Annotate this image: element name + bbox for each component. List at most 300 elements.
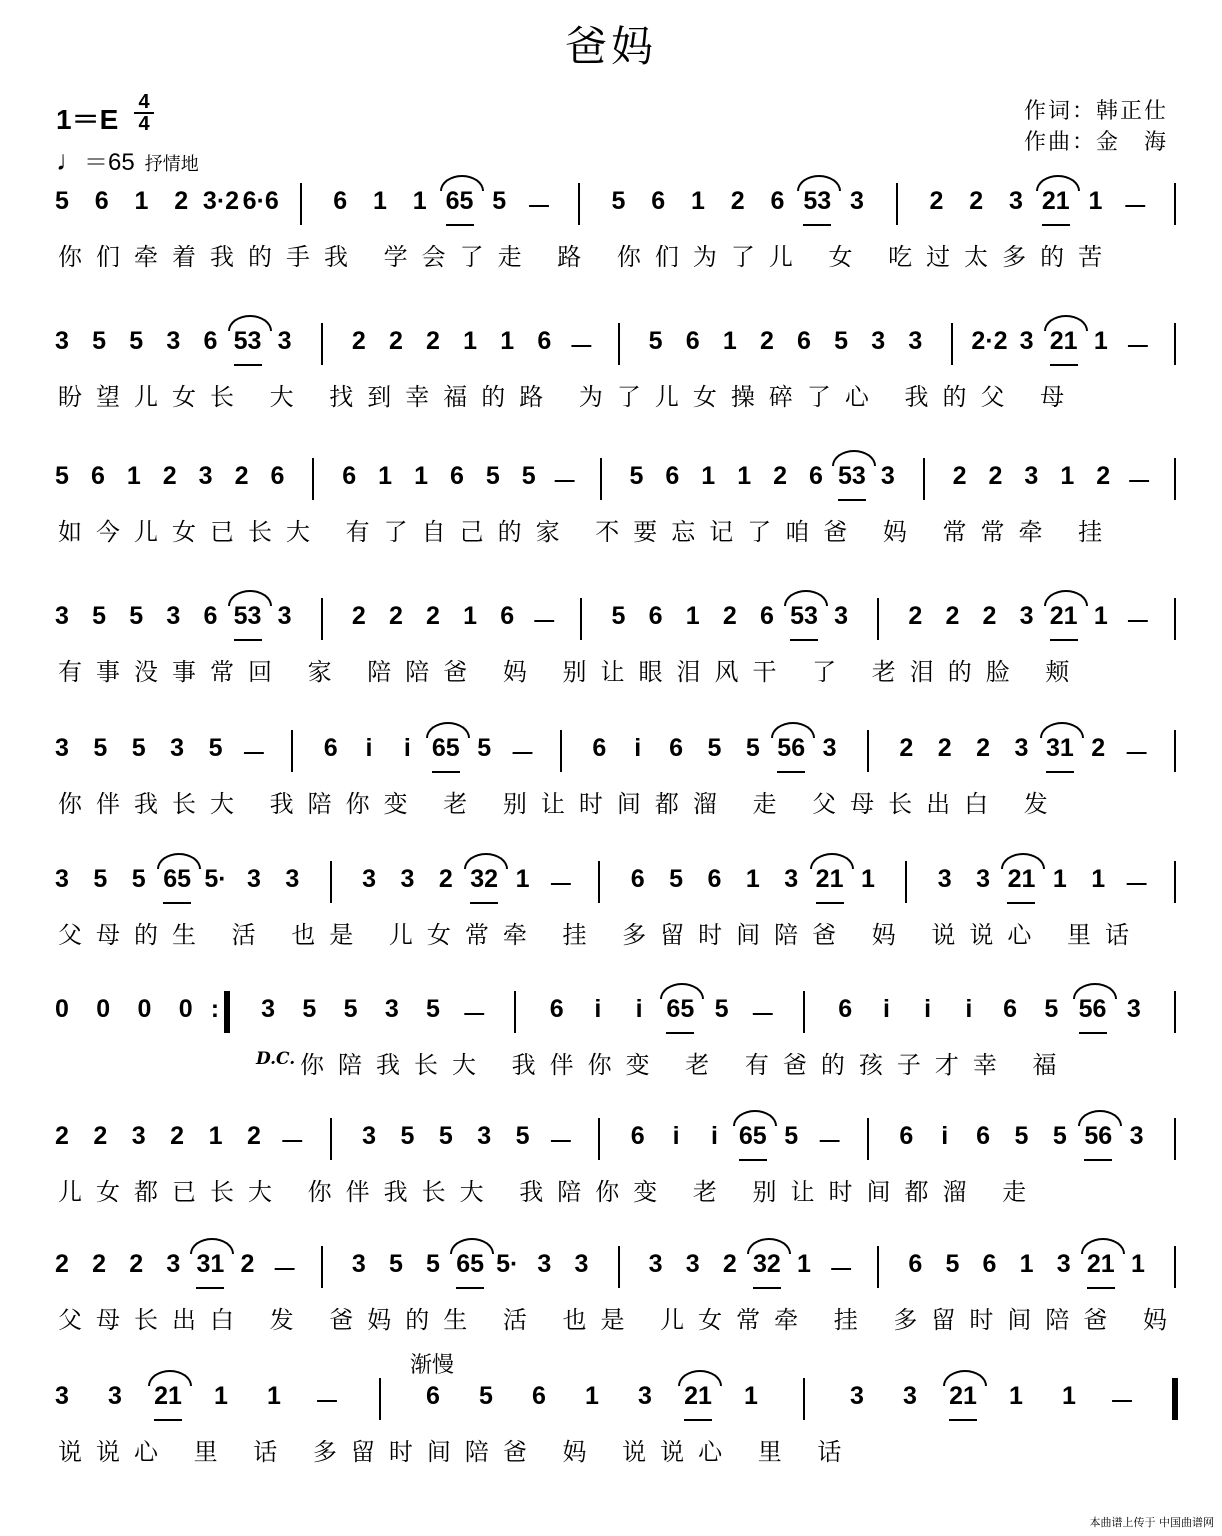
note: i [403,734,411,762]
slur [1044,590,1088,606]
note: 5 [93,734,108,762]
note: 2 [1091,734,1106,762]
notes-row [0,450,1222,510]
bar-line [330,861,332,903]
bar-line [1174,861,1176,903]
bar-line [803,991,805,1033]
note: 1 [745,865,760,893]
lyric-text: 盼望儿女长 大 找到幸福的路 为了儿女操碎了心 我的父 母 [58,383,1079,411]
underline-beam [949,1419,977,1421]
note: 5 [714,995,729,1023]
note: 3 [908,327,923,355]
note: 6 [532,1382,546,1410]
note: 3 [246,865,261,893]
bar-line [896,183,898,225]
note: i [924,995,932,1023]
bar-line [300,183,302,225]
bar-line [321,323,323,365]
note: 3 [55,602,69,630]
notation-system [0,590,1222,700]
note: 5 [521,462,536,490]
notation-system [0,1370,1222,1480]
bar-line [867,730,869,772]
note: 3·2 [202,187,240,215]
bar-line [1174,598,1176,640]
time-signature [134,92,154,134]
note: 1 [1091,865,1106,893]
note: 21 [1049,602,1078,630]
note: 32 [470,865,499,893]
note: 1 [500,327,515,355]
slur [426,722,470,738]
note: 1 [585,1382,599,1410]
slur [228,590,272,606]
note: 2 [969,187,984,215]
underline-beam [1087,1287,1115,1289]
note: 3 [277,602,292,630]
note: － [1122,193,1148,221]
underline-beam [470,902,498,904]
notation-system [0,450,1222,560]
note: 5 [129,327,144,355]
slur [1040,722,1084,738]
lyric-text: 儿女都已长大 你伴我长大 我陪你变 老 别让时间都溜 走 [58,1178,1041,1206]
slur [190,1238,234,1254]
note: 6 [759,602,774,630]
lyric-text: 你们牵着我的手我 学会了走 路 你们为了儿 女 吃过太多的苦 [58,243,1117,271]
note: 3 [362,865,376,893]
note: i [634,734,642,762]
slur [784,590,828,606]
note: 1 [1062,1382,1076,1410]
note: 5 [1044,995,1059,1023]
note: 5 [1052,1122,1067,1150]
underline-beam [446,224,474,226]
note: 2 [899,734,914,762]
note: 3 [903,1382,917,1410]
note: 2 [240,1250,255,1278]
note: 2 [426,602,440,630]
note: 3 [574,1250,589,1278]
underline-beam [838,499,866,501]
tempo-word: 抒情地 [144,154,199,174]
note: － [314,1388,340,1416]
note: － [241,740,267,768]
bar-line [312,458,314,500]
notation-system [0,853,1222,963]
lyrics-row [0,652,1222,688]
underline-beam [234,639,262,641]
note: i [965,995,973,1023]
bar-line [1174,183,1176,225]
note: 3 [537,1250,552,1278]
note: 6·6 [242,187,279,215]
notation-system [0,983,1222,1093]
composer: 作曲：金 海 [1023,130,1168,155]
bar-line [321,598,323,640]
note: 1 [797,1250,811,1278]
note: 1 [412,187,427,215]
note: － [1125,333,1151,361]
note: 2 [722,602,737,630]
note: 6 [669,734,684,762]
lyrics-row [0,1045,1222,1081]
note: 3 [784,865,799,893]
note: 2 [929,187,944,215]
note: 3 [285,865,300,893]
note: 3 [822,734,837,762]
note: 2 [426,327,440,355]
bar-line [923,458,925,500]
slur [1073,983,1117,999]
tempo-value: ＝65 [84,149,135,176]
note: 6 [537,327,552,355]
slur [1001,853,1045,869]
note: 2 [773,462,788,490]
lyric-text: 说说心 里 话 多留时间陪爸 妈 说说心 里 话 [58,1438,856,1466]
note: 21 [949,1382,977,1410]
bar-line [618,1246,620,1288]
note: － [568,333,594,361]
underline-beam [1042,224,1070,226]
notes-row [0,315,1222,375]
note: － [531,608,557,636]
note: 1 [737,462,752,490]
note: i [941,1122,949,1150]
note: 5 [55,187,69,215]
slur [733,1110,777,1126]
note: 6 [342,462,357,490]
tempo-change: 渐慢 [410,1353,455,1378]
note: 53 [837,462,866,490]
bar-line [618,323,620,365]
note: 6 [630,1122,645,1150]
slur [747,1238,791,1254]
note: 1 [267,1382,281,1410]
note: 0 [137,995,152,1023]
note: 2 [1096,462,1111,490]
notes-row [0,590,1222,650]
note: 5· [496,1250,519,1278]
lyrics-row [0,915,1222,951]
bar-line [321,1246,323,1288]
note: 1 [1093,327,1108,355]
slur [678,1370,722,1386]
slur [797,175,841,191]
note: 2 [937,734,952,762]
note: 5· [204,865,227,893]
bar-line [1174,730,1176,772]
note: － [817,1128,843,1156]
note: 3 [55,327,69,355]
lyric-text: 如今儿女已长大 有了自己的家 不要忘记了咱爸 妈 常常牵 挂 [58,518,1117,546]
note: 6 [90,462,105,490]
note: 3 [170,734,185,762]
note: 1 [744,1382,758,1410]
underline-beam [803,224,831,226]
note: 65 [456,1250,484,1278]
note: 6 [651,187,666,215]
slur [943,1370,987,1386]
note: 1 [701,462,716,490]
note: 1 [685,602,700,630]
note: 5 [438,1122,453,1150]
note: 6 [449,462,464,490]
note: － [1124,871,1150,899]
note: － [279,1128,305,1156]
note: 2·2 [971,327,1008,355]
note: － [510,740,536,768]
note: i [882,995,890,1023]
lyrics-row [0,512,1222,548]
quarter-note-icon: ♩ [56,145,84,176]
note: 5 [648,327,663,355]
slur [660,983,704,999]
credits [1024,96,1168,158]
note: 6 [976,1122,991,1150]
note: 2 [129,1250,144,1278]
underline-beam [790,639,818,641]
bar-line [877,1246,879,1288]
notes-row [0,1110,1222,1170]
note: 5 [485,462,500,490]
note: 6 [648,602,663,630]
note: 2 [759,327,774,355]
note: 3 [880,462,895,490]
slur [440,175,484,191]
note: 1 [208,1122,223,1150]
bar-line [600,458,602,500]
note: － [272,1256,298,1284]
note: 6 [203,602,218,630]
note: 5 [343,995,358,1023]
notes-row [0,983,1222,1043]
note: 6 [630,865,645,893]
lyrics-row [0,377,1222,413]
bar-line [580,598,582,640]
note: 5 [400,1122,415,1150]
note: 3 [400,865,415,893]
lyrics-row [0,1172,1222,1208]
note: 3 [871,327,886,355]
note: 3 [1019,602,1034,630]
bar-line [803,1378,805,1420]
note: 1 [1088,187,1103,215]
note: 2 [982,602,997,630]
notes-row [0,175,1222,235]
slur [1036,175,1080,191]
note: 6 [665,462,680,490]
note: 3 [261,995,276,1023]
note: 5 [426,995,440,1023]
note: 3 [1009,187,1023,215]
lyric-text: 父母的生 活 也是 儿女常牵 挂 多留时间陪爸 妈 说说心 里话 [58,921,1144,949]
underline-beam [1084,1159,1112,1161]
bar-line [560,730,562,772]
note: 1 [134,187,149,215]
underline-beam [816,902,844,904]
underline-beam [1050,639,1078,641]
note: 5 [945,1250,960,1278]
note: 5 [515,1122,530,1150]
note: 6 [770,187,785,215]
note: － [526,193,552,221]
note: 2 [988,462,1003,490]
note: 3 [937,865,952,893]
underline-beam [1007,902,1035,904]
note: 6 [1003,995,1018,1023]
slur [450,1238,494,1254]
note: 1 [126,462,141,490]
lyricist: 作词：韩正仕 [1023,99,1168,124]
underline-beam [154,1419,182,1421]
note: 21 [1049,327,1078,355]
note: 56 [777,734,806,762]
note: 3 [1019,327,1034,355]
note: 5 [479,1382,493,1410]
note: 5 [131,734,146,762]
note: 3 [166,602,181,630]
note: 5 [477,734,492,762]
note: 6 [797,327,811,355]
note: 6 [685,327,700,355]
note: 3 [108,1382,122,1410]
underline-beam [1079,1032,1107,1034]
note: 5 [707,734,722,762]
key-signature: 1＝E [56,104,119,135]
note: － [1125,608,1151,636]
note: 1 [463,327,478,355]
note: 1 [1009,1382,1023,1410]
note: 2 [92,1250,107,1278]
song-title: 爸妈 [564,22,657,71]
note: 5 [784,1122,799,1150]
bar-line [598,1118,600,1160]
note: 0 [96,995,111,1023]
note: 2 [722,1250,737,1278]
notation-system [0,1238,1222,1348]
slur [832,450,876,466]
note: 53 [233,327,262,355]
lyrics-row [0,1432,1222,1468]
note: 6 [500,602,515,630]
note: － [1126,468,1152,496]
note: 6 [323,734,338,762]
repeat-colon: : [210,995,220,1023]
note: － [548,1128,574,1156]
note: 3 [834,602,849,630]
note: － [1109,1388,1135,1416]
note: 0 [178,995,193,1023]
note: 5 [745,734,760,762]
bar-line [1174,1118,1176,1160]
note: 2 [976,734,991,762]
note: 5 [388,1250,403,1278]
bar-line [1174,1246,1176,1288]
time-sig-top: 4 [138,91,150,113]
slur [1044,315,1088,331]
repeat-bar-line [224,991,230,1033]
note: 2 [55,1122,69,1150]
note: 6 [333,187,348,215]
note: 5 [302,995,317,1023]
note: 3 [648,1250,663,1278]
note: 3 [55,865,69,893]
note: 21 [815,865,844,893]
note: 1 [515,865,530,893]
note: 3 [1014,734,1029,762]
slur [771,722,815,738]
underline-beam [684,1419,712,1421]
note: 3 [850,187,864,215]
note: 2 [351,327,366,355]
underline-beam [456,1287,484,1289]
note: 1 [373,187,387,215]
bar-line [379,1378,381,1420]
notes-row [0,853,1222,913]
notation-system [0,315,1222,425]
dc-marking: D.C. [256,1049,296,1069]
note: － [828,1256,854,1284]
note: 2 [945,602,960,630]
note: 1 [414,462,428,490]
bar-line [291,730,293,772]
note: 3 [1024,462,1039,490]
note: 3 [362,1122,376,1150]
note: 1 [378,462,393,490]
note: 6 [982,1250,997,1278]
lyric-text: 你陪我长大 我伴你变 老 有爸的孩子才幸 福 [300,1051,1071,1079]
note: 3 [1129,1122,1144,1150]
notation-system [0,175,1222,285]
underline-beam [753,1287,781,1289]
note: 21 [154,1382,182,1410]
note: 2 [388,602,403,630]
note: 3 [638,1382,652,1410]
note: 6 [270,462,285,490]
note: 3 [1126,995,1141,1023]
note: 6 [549,995,564,1023]
note: 2 [730,187,745,215]
note: 5 [611,602,626,630]
note: 5 [92,602,107,630]
note: 2 [388,327,403,355]
note: 31 [1045,734,1074,762]
bar-line [514,991,516,1033]
note: 5 [426,1250,440,1278]
note: 1 [1130,1250,1145,1278]
lyric-text: 你伴我长大 我陪你变 老 别让时间都溜 走 父母长出白 发 [58,790,1062,818]
note: 5 [93,865,108,893]
note: 2 [93,1122,108,1150]
note: 6 [838,995,853,1023]
underline-beam [1050,364,1078,366]
note: 2 [952,462,967,490]
note: 65 [163,865,192,893]
note: 53 [790,602,818,630]
note: 5 [492,187,507,215]
underline-beam [234,364,262,366]
note: 65 [666,995,695,1023]
note: 5 [208,734,223,762]
underline-beam [432,771,460,773]
notation-system [0,722,1222,832]
note: 5 [611,187,626,215]
underline-beam [739,1159,767,1161]
note: 5 [92,327,107,355]
note: － [750,1001,776,1029]
note: 2 [908,602,923,630]
